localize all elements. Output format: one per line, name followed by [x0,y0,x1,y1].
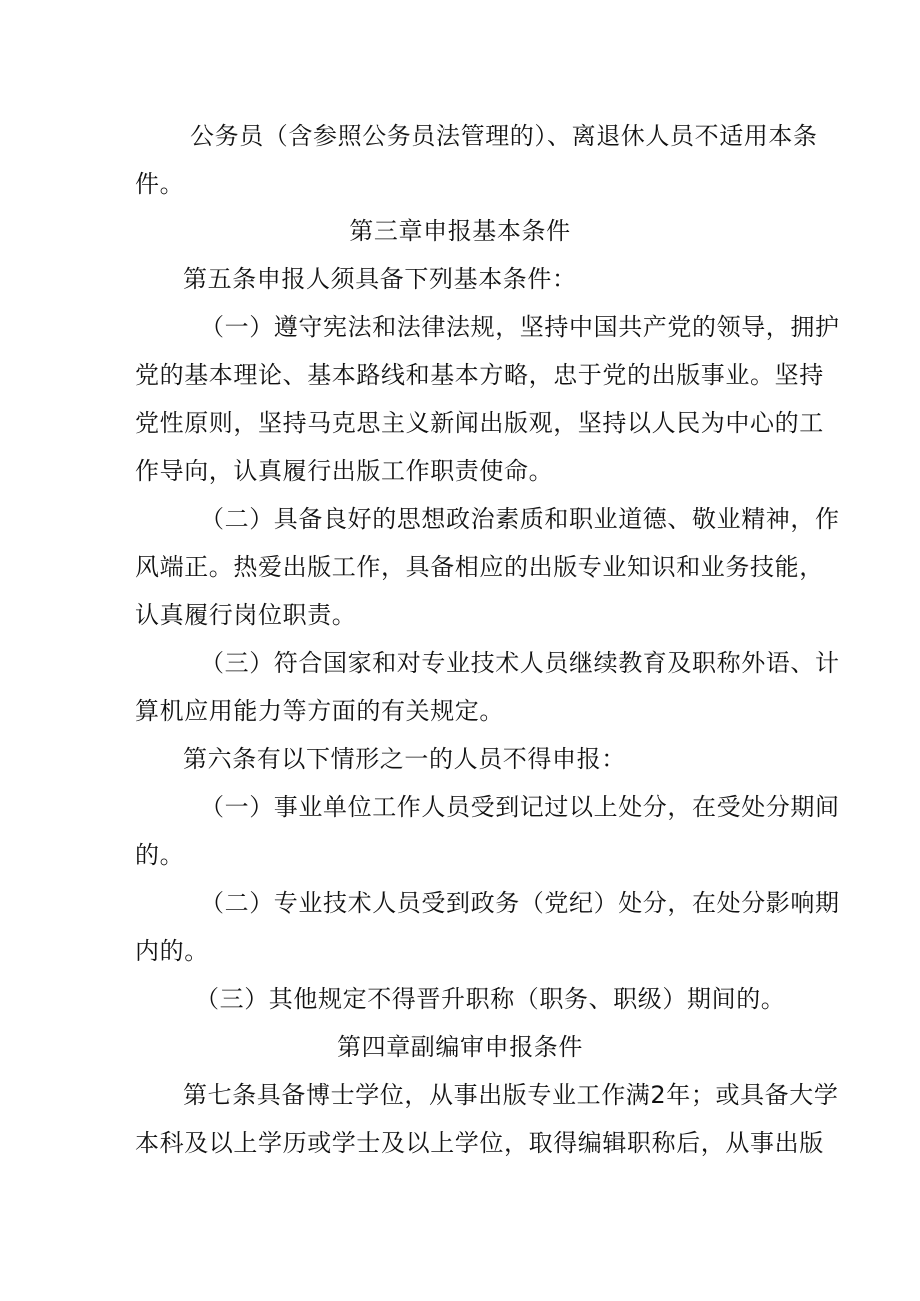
paragraph-line: 内的。 [135,937,209,965]
list-item-line: （二）专业技术人员受到政务（党纪）处分，在处分影响期 [200,889,840,917]
paragraph-line: 公务员（含参照公务员法管理的）、离退休人员不适用本条 [190,122,818,150]
paragraph-line: 件。 [135,170,185,198]
paragraph-line: 作导向，认真履行出版工作职责使命。 [135,457,554,485]
paragraph-line: 本科及以上学历或学士及以上学位，取得编辑职称后，从事出版 [135,1129,824,1157]
paragraph-line: 认真履行岗位职责。 [135,601,357,629]
paragraph-line: 党的基本理论、基本路线和基本方略，忠于党的出版事业。坚持 [135,361,824,389]
paragraph-line: 的。 [135,841,185,869]
list-item-line: （三）符合国家和对专业技术人员继续教育及职称外语、计 [200,649,840,677]
paragraph-line: 党性原则，坚持马克思主义新闻出版观，坚持以人民为中心的工 [135,409,824,437]
article-line: 第六条有以下情形之一的人员不得申报： [183,745,626,773]
list-item-line: （一）事业单位工作人员受到记过以上处分，在受处分期间 [200,793,840,821]
chapter-heading: 第三章申报基本条件 [349,217,571,245]
paragraph-line: 风端正。热爱出版工作，具备相应的出版专业知识和业务技能， [135,553,824,581]
chapter-heading: 第四章副编审申报条件 [337,1033,583,1061]
article-line: 第七条具备博士学位，从事出版专业工作满2年；或具备大学 [183,1081,839,1109]
list-item-line: （一）遵守宪法和法律法规，坚持中国共产党的领导，拥护 [200,313,840,341]
paragraph-line: 算机应用能力等方面的有关规定。 [135,697,504,725]
list-item-line: （二）具备良好的思想政治素质和职业道德、敬业精神，作 [200,505,840,533]
list-item-line: （三）其他规定不得晋升职称（职务、职级）期间的。 [195,985,786,1013]
article-line: 第五条申报人须具备下列基本条件： [183,265,577,293]
